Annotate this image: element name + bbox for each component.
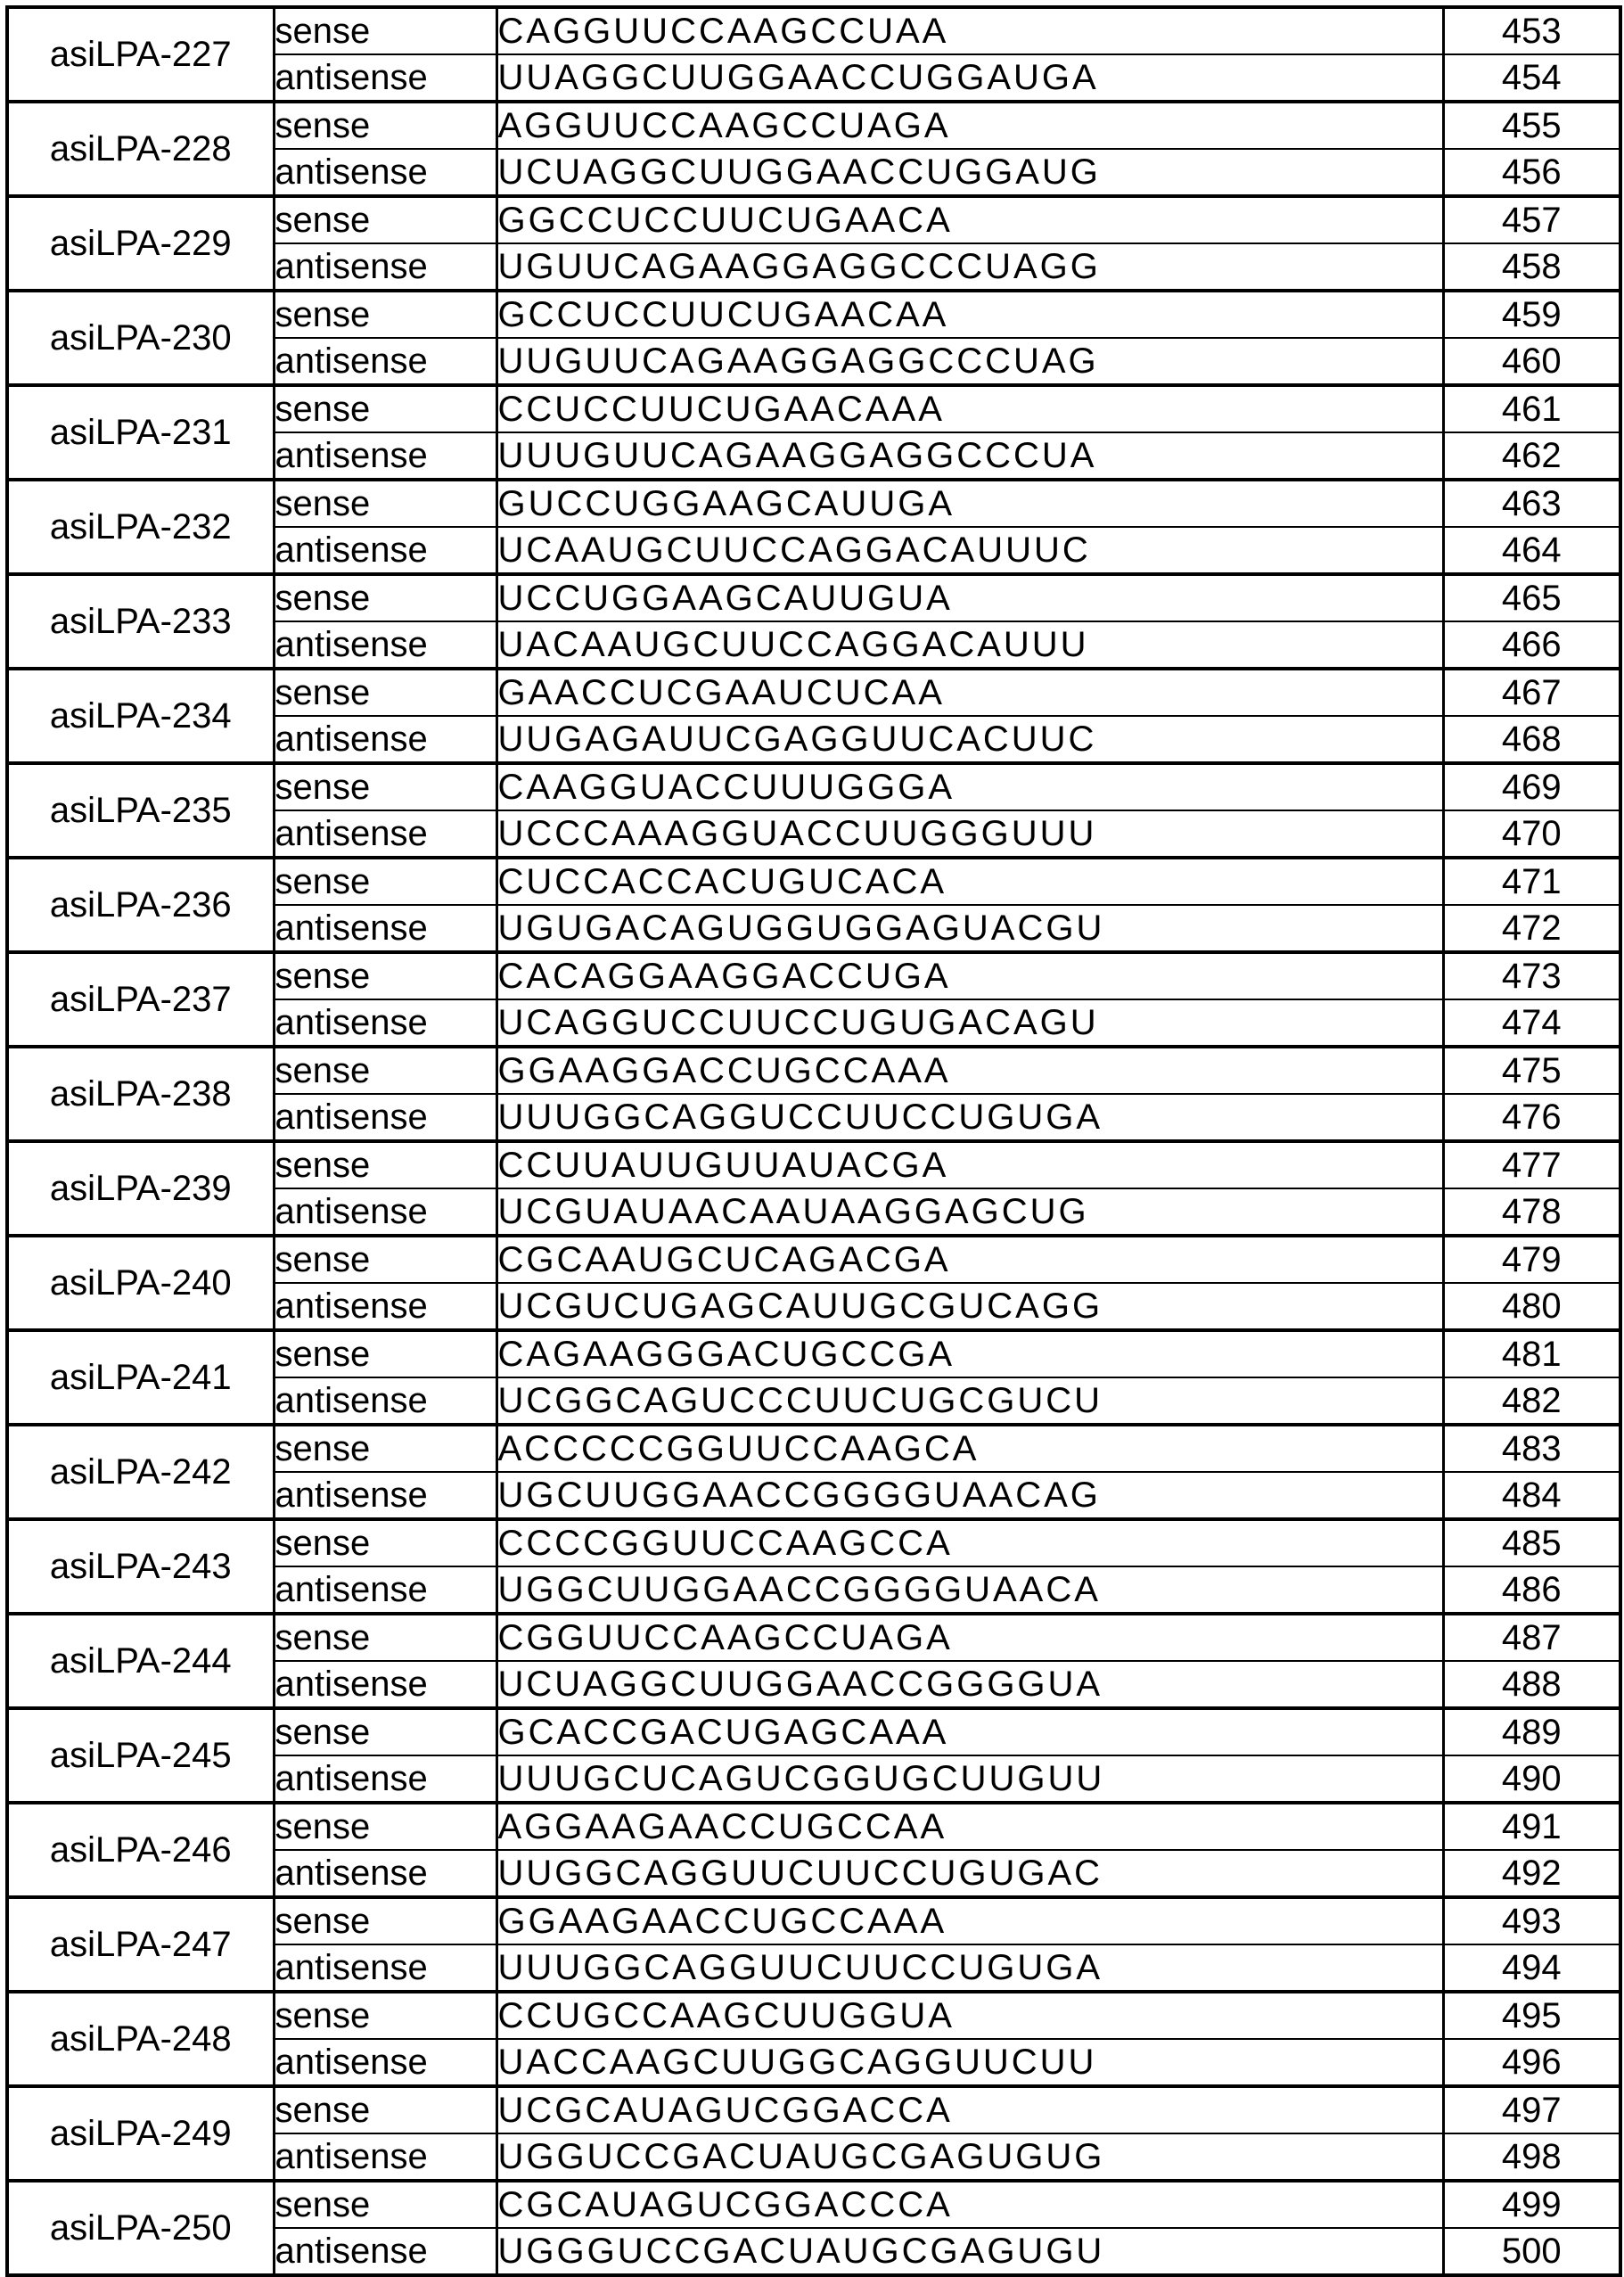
strand-label-cell: sense	[274, 858, 496, 905]
sirna-name-cell: asiLPA-235	[7, 763, 274, 858]
strand-label-cell: antisense	[274, 338, 496, 385]
seq-id-cell: 466	[1443, 621, 1620, 669]
table-row-sense	[7, 385, 1620, 432]
strand-label-cell: sense	[274, 669, 496, 716]
seq-id-cell: 474	[1443, 999, 1620, 1047]
sirna-name-cell: asiLPA-239	[7, 1141, 274, 1236]
seq-id-cell: 489	[1443, 1708, 1620, 1755]
sense-sequence-cell: CGGUUCCAAGCCUAGA	[496, 1614, 1443, 1661]
strand-label-cell: sense	[274, 1047, 496, 1094]
strand-label-cell: antisense	[274, 1472, 496, 1519]
strand-label-cell: sense	[274, 1425, 496, 1472]
seq-id-cell: 493	[1443, 1897, 1620, 1944]
seq-id-cell: 475	[1443, 1047, 1620, 1094]
seq-id-cell: 496	[1443, 2039, 1620, 2086]
strand-label-cell: sense	[274, 196, 496, 243]
table-row-sense	[7, 1708, 1620, 1755]
antisense-sequence-cell: UGCUUGGAACCGGGGUAACAG	[496, 1472, 1443, 1519]
antisense-sequence-cell: UGUUCAGAAGGAGGCCCUAGG	[496, 243, 1443, 291]
seq-id-cell: 484	[1443, 1472, 1620, 1519]
seq-id-cell: 486	[1443, 1566, 1620, 1614]
sirna-name-cell: asiLPA-244	[7, 1614, 274, 1708]
strand-label-cell: sense	[274, 952, 496, 999]
sirna-name-cell: asiLPA-232	[7, 480, 274, 574]
sense-sequence-cell: GUCCUGGAAGCAUUGA	[496, 480, 1443, 527]
strand-label-cell: antisense	[274, 1188, 496, 1236]
seq-id-cell: 456	[1443, 149, 1620, 196]
sirna-sequence-table	[5, 5, 1622, 2277]
table-row-sense	[7, 2086, 1620, 2133]
strand-label-cell: sense	[274, 1141, 496, 1188]
antisense-sequence-cell: UACAAUGCUUCCAGGACAUUU	[496, 621, 1443, 669]
sirna-name-cell: asiLPA-229	[7, 196, 274, 291]
strand-label-cell: sense	[274, 7, 496, 54]
seq-id-cell: 464	[1443, 527, 1620, 574]
seq-id-cell: 460	[1443, 338, 1620, 385]
strand-label-cell: antisense	[274, 243, 496, 291]
sirna-name-cell: asiLPA-228	[7, 102, 274, 196]
strand-label-cell: sense	[274, 2181, 496, 2228]
seq-id-cell: 500	[1443, 2228, 1620, 2275]
strand-label-cell: antisense	[274, 432, 496, 480]
sirna-name-cell: asiLPA-243	[7, 1519, 274, 1614]
antisense-sequence-cell: UCUAGGCUUGGAACCUGGAUG	[496, 149, 1443, 196]
table-row-sense	[7, 1519, 1620, 1566]
table-row-sense	[7, 1236, 1620, 1283]
seq-id-cell: 463	[1443, 480, 1620, 527]
sense-sequence-cell: GAACCUCGAAUCUCAA	[496, 669, 1443, 716]
table-row-sense	[7, 1425, 1620, 1472]
strand-label-cell: antisense	[274, 1944, 496, 1992]
sense-sequence-cell: GGCCUCCUUCUGAACA	[496, 196, 1443, 243]
strand-label-cell: sense	[274, 1992, 496, 2039]
sirna-name-cell: asiLPA-233	[7, 574, 274, 669]
sense-sequence-cell: CACAGGAAGGACCUGA	[496, 952, 1443, 999]
sirna-name-cell: asiLPA-246	[7, 1803, 274, 1897]
antisense-sequence-cell: UUGGCAGGUUCUUCCUGUGAC	[496, 1850, 1443, 1897]
sense-sequence-cell: CAGAAGGGACUGCCGA	[496, 1330, 1443, 1377]
strand-label-cell: antisense	[274, 149, 496, 196]
strand-label-cell: sense	[274, 385, 496, 432]
seq-id-cell: 492	[1443, 1850, 1620, 1897]
antisense-sequence-cell: UCGUCUGAGCAUUGCGUCAGG	[496, 1283, 1443, 1330]
seq-id-cell: 488	[1443, 1661, 1620, 1708]
table-row-sense	[7, 2181, 1620, 2228]
sense-sequence-cell: GGAAGGACCUGCCAAA	[496, 1047, 1443, 1094]
seq-id-cell: 470	[1443, 810, 1620, 858]
strand-label-cell: antisense	[274, 810, 496, 858]
seq-id-cell: 459	[1443, 291, 1620, 338]
table-row-sense	[7, 196, 1620, 243]
seq-id-cell: 494	[1443, 1944, 1620, 1992]
sirna-name-cell: asiLPA-250	[7, 2181, 274, 2275]
antisense-sequence-cell: UUUGGCAGGUCCUUCCUGUGA	[496, 1094, 1443, 1141]
table-row-sense	[7, 1047, 1620, 1094]
sirna-name-cell: asiLPA-241	[7, 1330, 274, 1425]
seq-id-cell: 490	[1443, 1755, 1620, 1803]
table-row-sense	[7, 1141, 1620, 1188]
strand-label-cell: sense	[274, 102, 496, 149]
seq-id-cell: 478	[1443, 1188, 1620, 1236]
sense-sequence-cell: ACCCCCGGUUCCAAGCA	[496, 1425, 1443, 1472]
sense-sequence-cell: UCGCAUAGUCGGACCA	[496, 2086, 1443, 2133]
seq-id-cell: 495	[1443, 1992, 1620, 2039]
table-row-sense	[7, 480, 1620, 527]
antisense-sequence-cell: UCUAGGCUUGGAACCGGGGUA	[496, 1661, 1443, 1708]
sirna-name-cell: asiLPA-231	[7, 385, 274, 480]
sirna-name-cell: asiLPA-248	[7, 1992, 274, 2086]
sequence-table-body	[7, 7, 1620, 2275]
sense-sequence-cell: AGGAAGAACCUGCCAA	[496, 1803, 1443, 1850]
antisense-sequence-cell: UCAAUGCUUCCAGGACAUUUC	[496, 527, 1443, 574]
strand-label-cell: antisense	[274, 1850, 496, 1897]
strand-label-cell: sense	[274, 574, 496, 621]
strand-label-cell: antisense	[274, 999, 496, 1047]
antisense-sequence-cell: UGGGUCCGACUAUGCGAGUGU	[496, 2228, 1443, 2275]
sense-sequence-cell: GCACCGACUGAGCAAA	[496, 1708, 1443, 1755]
strand-label-cell: antisense	[274, 716, 496, 763]
sirna-name-cell: asiLPA-238	[7, 1047, 274, 1141]
table-row-sense	[7, 1803, 1620, 1850]
sirna-name-cell: asiLPA-249	[7, 2086, 274, 2181]
table-row-sense	[7, 669, 1620, 716]
sense-sequence-cell: UCCUGGAAGCAUUGUA	[496, 574, 1443, 621]
seq-id-cell: 491	[1443, 1803, 1620, 1850]
antisense-sequence-cell: UUGUUCAGAAGGAGGCCCUAG	[496, 338, 1443, 385]
seq-id-cell: 482	[1443, 1377, 1620, 1425]
seq-id-cell: 453	[1443, 7, 1620, 54]
seq-id-cell: 458	[1443, 243, 1620, 291]
strand-label-cell: antisense	[274, 527, 496, 574]
strand-label-cell: antisense	[274, 2133, 496, 2181]
sense-sequence-cell: CGCAAUGCUCAGACGA	[496, 1236, 1443, 1283]
strand-label-cell: antisense	[274, 1094, 496, 1141]
strand-label-cell: antisense	[274, 905, 496, 952]
seq-id-cell: 497	[1443, 2086, 1620, 2133]
seq-id-cell: 480	[1443, 1283, 1620, 1330]
sense-sequence-cell: CCUGCCAAGCUUGGUA	[496, 1992, 1443, 2039]
strand-label-cell: sense	[274, 1708, 496, 1755]
seq-id-cell: 498	[1443, 2133, 1620, 2181]
seq-id-cell: 471	[1443, 858, 1620, 905]
seq-id-cell: 465	[1443, 574, 1620, 621]
strand-label-cell: antisense	[274, 1566, 496, 1614]
table-row-sense	[7, 858, 1620, 905]
sense-sequence-cell: CAGGUUCCAAGCCUAA	[496, 7, 1443, 54]
antisense-sequence-cell: UGGCUUGGAACCGGGGUAACA	[496, 1566, 1443, 1614]
antisense-sequence-cell: UACCAAGCUUGGCAGGUUCUU	[496, 2039, 1443, 2086]
antisense-sequence-cell: UUAGGCUUGGAACCUGGAUGA	[496, 54, 1443, 102]
strand-label-cell: sense	[274, 480, 496, 527]
table-row-sense	[7, 7, 1620, 54]
sirna-name-cell: asiLPA-240	[7, 1236, 274, 1330]
sirna-name-cell: asiLPA-227	[7, 7, 274, 102]
strand-label-cell: sense	[274, 1236, 496, 1283]
strand-label-cell: antisense	[274, 1377, 496, 1425]
strand-label-cell: sense	[274, 763, 496, 810]
sirna-name-cell: asiLPA-234	[7, 669, 274, 763]
strand-label-cell: sense	[274, 1330, 496, 1377]
table-row-sense	[7, 952, 1620, 999]
table-row-sense	[7, 1897, 1620, 1944]
antisense-sequence-cell: UUUGGCAGGUUCUUCCUGUGA	[496, 1944, 1443, 1992]
strand-label-cell: antisense	[274, 54, 496, 102]
sense-sequence-cell: GGAAGAACCUGCCAAA	[496, 1897, 1443, 1944]
seq-id-cell: 454	[1443, 54, 1620, 102]
sense-sequence-cell: CUCCACCACUGUCACA	[496, 858, 1443, 905]
table-row-sense	[7, 1330, 1620, 1377]
table-row-sense	[7, 763, 1620, 810]
strand-label-cell: antisense	[274, 1755, 496, 1803]
seq-id-cell: 469	[1443, 763, 1620, 810]
seq-id-cell: 477	[1443, 1141, 1620, 1188]
seq-id-cell: 483	[1443, 1425, 1620, 1472]
table-row-sense	[7, 574, 1620, 621]
sirna-name-cell: asiLPA-236	[7, 858, 274, 952]
antisense-sequence-cell: UCGGCAGUCCCUUCUGCGUCU	[496, 1377, 1443, 1425]
strand-label-cell: sense	[274, 291, 496, 338]
seq-id-cell: 481	[1443, 1330, 1620, 1377]
antisense-sequence-cell: UGGUCCGACUAUGCGAGUGUG	[496, 2133, 1443, 2181]
seq-id-cell: 485	[1443, 1519, 1620, 1566]
sense-sequence-cell: AGGUUCCAAGCCUAGA	[496, 102, 1443, 149]
table-row-sense	[7, 291, 1620, 338]
sense-sequence-cell: GCCUCCUUCUGAACAA	[496, 291, 1443, 338]
seq-id-cell: 499	[1443, 2181, 1620, 2228]
strand-label-cell: sense	[274, 1897, 496, 1944]
table-row-sense	[7, 1614, 1620, 1661]
strand-label-cell: antisense	[274, 2228, 496, 2275]
seq-id-cell: 479	[1443, 1236, 1620, 1283]
antisense-sequence-cell: UUUGCUCAGUCGGUGCUUGUU	[496, 1755, 1443, 1803]
seq-id-cell: 476	[1443, 1094, 1620, 1141]
seq-id-cell: 455	[1443, 102, 1620, 149]
seq-id-cell: 472	[1443, 905, 1620, 952]
strand-label-cell: sense	[274, 2086, 496, 2133]
sirna-name-cell: asiLPA-237	[7, 952, 274, 1047]
sirna-name-cell: asiLPA-247	[7, 1897, 274, 1992]
sirna-name-cell: asiLPA-245	[7, 1708, 274, 1803]
strand-label-cell: sense	[274, 1519, 496, 1566]
table-row-sense	[7, 102, 1620, 149]
seq-id-cell: 467	[1443, 669, 1620, 716]
strand-label-cell: antisense	[274, 2039, 496, 2086]
strand-label-cell: antisense	[274, 621, 496, 669]
sense-sequence-cell: CGCAUAGUCGGACCCA	[496, 2181, 1443, 2228]
antisense-sequence-cell: UGUGACAGUGGUGGAGUACGU	[496, 905, 1443, 952]
sense-sequence-cell: CAAGGUACCUUUGGGA	[496, 763, 1443, 810]
seq-id-cell: 468	[1443, 716, 1620, 763]
strand-label-cell: antisense	[274, 1661, 496, 1708]
sense-sequence-cell: CCCCGGUUCCAAGCCA	[496, 1519, 1443, 1566]
sense-sequence-cell: CCUCCUUCUGAACAAA	[496, 385, 1443, 432]
table-row-sense	[7, 1992, 1620, 2039]
antisense-sequence-cell: UUUGUUCAGAAGGAGGCCCUA	[496, 432, 1443, 480]
sirna-name-cell: asiLPA-230	[7, 291, 274, 385]
seq-id-cell: 487	[1443, 1614, 1620, 1661]
strand-label-cell: sense	[274, 1803, 496, 1850]
seq-id-cell: 461	[1443, 385, 1620, 432]
seq-id-cell: 473	[1443, 952, 1620, 999]
antisense-sequence-cell: UCAGGUCCUUCCUGUGACAGU	[496, 999, 1443, 1047]
sirna-name-cell: asiLPA-242	[7, 1425, 274, 1519]
antisense-sequence-cell: UCGUAUAACAAUAAGGAGCUG	[496, 1188, 1443, 1236]
seq-id-cell: 457	[1443, 196, 1620, 243]
seq-id-cell: 462	[1443, 432, 1620, 480]
antisense-sequence-cell: UUGAGAUUCGAGGUUCACUUC	[496, 716, 1443, 763]
sense-sequence-cell: CCUUAUUGUUAUACGA	[496, 1141, 1443, 1188]
strand-label-cell: sense	[274, 1614, 496, 1661]
strand-label-cell: antisense	[274, 1283, 496, 1330]
antisense-sequence-cell: UCCCAAAGGUACCUUGGGUUU	[496, 810, 1443, 858]
